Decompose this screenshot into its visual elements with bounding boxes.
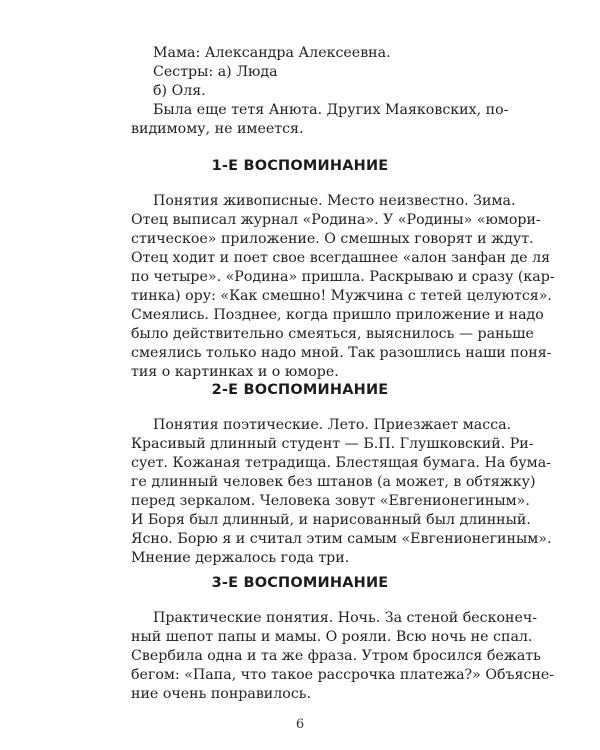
section-title-1: 1-Е ВОСПОМИНАНИЕ: [211, 158, 389, 174]
page-number: 6: [295, 717, 305, 732]
paragraph-line: Ясно. Борю я и считал этим самым «Евгениoнегиным».: [131, 531, 552, 547]
paragraph-line: сует. Кожаная тетрадища. Блестящая бумага. На бума-: [131, 455, 551, 471]
paragraph-line: И Боря был длинный, и нарисованный был длинный.: [131, 512, 531, 528]
intro-line: видимому, не имеется.: [131, 121, 304, 137]
paragraph-line: Отец выписал журнал «Родина». У «Родины» «юмори-: [131, 212, 541, 228]
section-1-paragraph: [131, 192, 555, 382]
intro-line: Сестры: а) Люда: [153, 64, 278, 80]
paragraph-line: бегом: «Папа, что такое рассрочка платежа?» Объясне-: [131, 667, 555, 683]
paragraph-line: тия о картинках и о юморе.: [131, 364, 339, 380]
paragraph-line: ный шепот папы и мамы. О рояли. Всю ночь не спал.: [131, 629, 533, 645]
intro-line: б) Оля.: [153, 83, 206, 99]
paragraph-line: Красивый длинный студент — Б.П. Глушковский. Ри-: [131, 436, 534, 452]
section-title-3: 3-Е ВОСПОМИНАНИЕ: [211, 575, 389, 591]
intro-paragraph: [131, 44, 509, 139]
paragraph-line: смеялись только надо мной. Так разошлись наши поня-: [131, 345, 552, 361]
section-3-paragraph: [131, 609, 555, 704]
paragraph-line: Понятия живописные. Место неизвестно. Зима.: [153, 193, 516, 209]
paragraph-line: перед зеркалом. Человека зовут «Евгениoнегиным».: [131, 493, 530, 509]
section-title-2: 2-Е ВОСПОМИНАНИЕ: [211, 382, 389, 398]
paragraph-line: Мнение держалось года три.: [131, 550, 350, 566]
paragraph-line: по четыре». «Родина» пришла. Раскрываю и сразу (кар-: [131, 269, 555, 285]
paragraph-line: Отец ходит и поет свое всегдашнее «алон занфан де ля: [131, 250, 551, 266]
paragraph-line: Практические понятия. Ночь. За стеной бесконеч-: [153, 610, 538, 626]
intro-line: Мама: Александра Алексеевна.: [153, 45, 391, 61]
section-2-paragraph: [131, 416, 552, 568]
intro-line: Была еще тетя Анюта. Других Маяковских, по-: [153, 102, 509, 118]
paragraph-line: ние очень понравилось.: [131, 686, 311, 702]
paragraph-line: было действительно смеяться, выяснилось — раньше: [131, 326, 534, 342]
paragraph-line: стическое» приложение. О смешных говорят и ждут.: [131, 231, 534, 247]
paragraph-line: тинка) ору: «Как смешно! Мужчина с тетей целуются».: [131, 288, 552, 304]
paragraph-line: ге длинный человек без штанов (а может, в обтяжку): [131, 474, 536, 490]
paragraph-line: Понятия поэтические. Лето. Приезжает масса.: [153, 417, 512, 433]
paragraph-line: Свербила одна и та же фраза. Утром бросился бежать: [131, 648, 541, 664]
paragraph-line: Смеялись. Позднее, когда пришло приложение и надо: [131, 307, 544, 323]
